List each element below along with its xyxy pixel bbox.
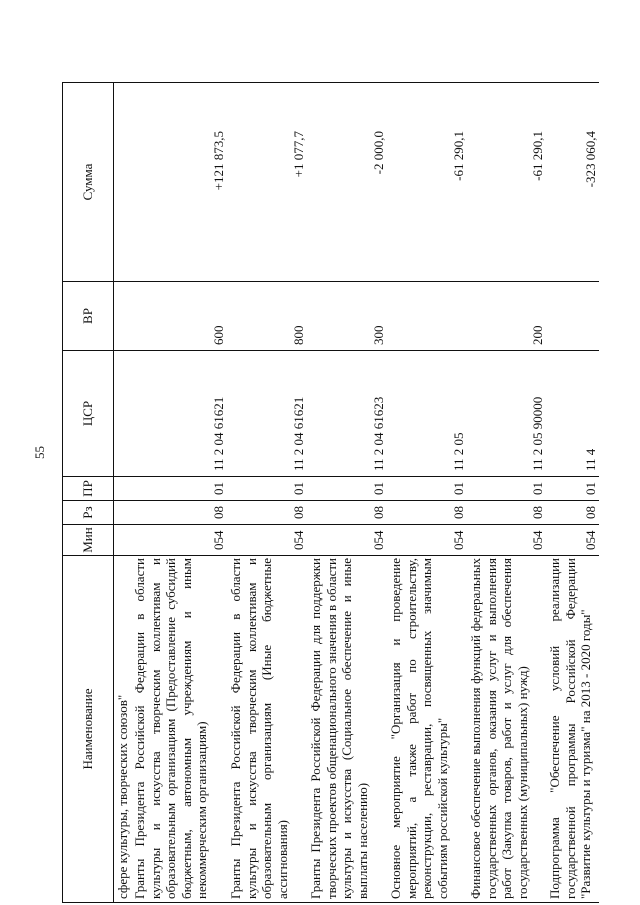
row-rz: 08 (227, 501, 307, 525)
row-name: Гранты Президента Российской Федерации для поддержки творческих проектов общенационального значения в области культуры и искусства (Социальное обеспечение и иные выплаты населению) (307, 556, 387, 903)
row-rz (114, 501, 132, 525)
row-vr: 600 (131, 282, 227, 351)
row-name: сфере культуры, творческих союзов" (114, 556, 132, 903)
row-pr (114, 477, 132, 501)
table-row (387, 83, 467, 903)
row-vr (387, 282, 467, 351)
row-rz: 08 (307, 501, 387, 525)
row-vr: 300 (307, 282, 387, 351)
row-sum (114, 83, 132, 282)
header-pr: ПР (63, 477, 114, 501)
row-csr: 11 2 05 (387, 351, 467, 477)
table-row (131, 83, 227, 903)
row-sum: +1 077,7 (227, 83, 307, 282)
row-sum: -61 290,1 (387, 83, 467, 282)
row-pr: 01 (546, 477, 599, 501)
row-name: Подпрограмма "Обеспечение условий реализации государственной программы Российской Федерации "Развитие культуры и туризма" на 2013 - 2020 годы" (546, 556, 599, 903)
header-sum: Сумма (63, 83, 114, 282)
row-name: Гранты Президента Российской Федерации в области культуры и искусства творческим коллективам и образовательным организациям (Иные бюджетные ассигнования) (227, 556, 307, 903)
table-row (307, 83, 387, 903)
header-name: Наименование (63, 556, 114, 903)
rotated-page-frame (62, 83, 597, 903)
row-min: 054 (227, 525, 307, 556)
row-min (114, 525, 132, 556)
header-min: Мин (63, 525, 114, 556)
row-min: 054 (307, 525, 387, 556)
row-rz: 08 (467, 501, 546, 525)
row-vr: 800 (227, 282, 307, 351)
row-vr (546, 282, 599, 351)
header-rz: Рз (63, 501, 114, 525)
table-row (467, 83, 546, 903)
row-min: 054 (546, 525, 599, 556)
row-pr: 01 (387, 477, 467, 501)
row-sum: -61 290,1 (467, 83, 546, 282)
row-csr: 11 2 04 61621 (131, 351, 227, 477)
row-pr: 01 (131, 477, 227, 501)
row-pr: 01 (227, 477, 307, 501)
row-rz: 08 (546, 501, 599, 525)
row-csr (114, 351, 132, 477)
row-sum: +121 873,5 (131, 83, 227, 282)
row-rz: 08 (387, 501, 467, 525)
row-min: 054 (467, 525, 546, 556)
row-sum: -323 060,4 (546, 83, 599, 282)
table-row (227, 83, 307, 903)
row-pr: 01 (467, 477, 546, 501)
row-sum: -2 000,0 (307, 83, 387, 282)
table-header-row (63, 83, 114, 903)
row-vr: 200 (467, 282, 546, 351)
header-csr: ЦСР (63, 351, 114, 477)
row-name: Гранты Президента Российской Федерации в области культуры и искусства творческим коллективам и образовательным организациям (Предоставление субсидий бюджетным, автономным учреждениям и иным некоммерческим организациям) (131, 556, 227, 903)
header-vr: ВР (63, 282, 114, 351)
row-vr (114, 282, 132, 351)
row-rz: 08 (131, 501, 227, 525)
row-min: 054 (131, 525, 227, 556)
row-name: Финансовое обеспечение выполнения функций федеральных государственных органов, оказания услуг и выполнения работ (Закупка товаров, работ и услуг для обеспечения государственных (муниципальных) нужд) (467, 556, 546, 903)
table-row (546, 83, 599, 903)
row-csr: 11 2 04 61621 (227, 351, 307, 477)
budget-table (62, 82, 599, 903)
table-row (114, 83, 132, 903)
row-name: Основное мероприятие "Организация и проведение мероприятий, а также работ по строительству, реконструкции, реставрации, посвященных значимым событиям российской культуры" (387, 556, 467, 903)
row-min: 054 (387, 525, 467, 556)
row-csr: 11 4 (546, 351, 599, 477)
row-csr: 11 2 05 90000 (467, 351, 546, 477)
page-number: 55 (32, 446, 47, 459)
row-csr: 11 2 04 61623 (307, 351, 387, 477)
row-pr: 01 (307, 477, 387, 501)
